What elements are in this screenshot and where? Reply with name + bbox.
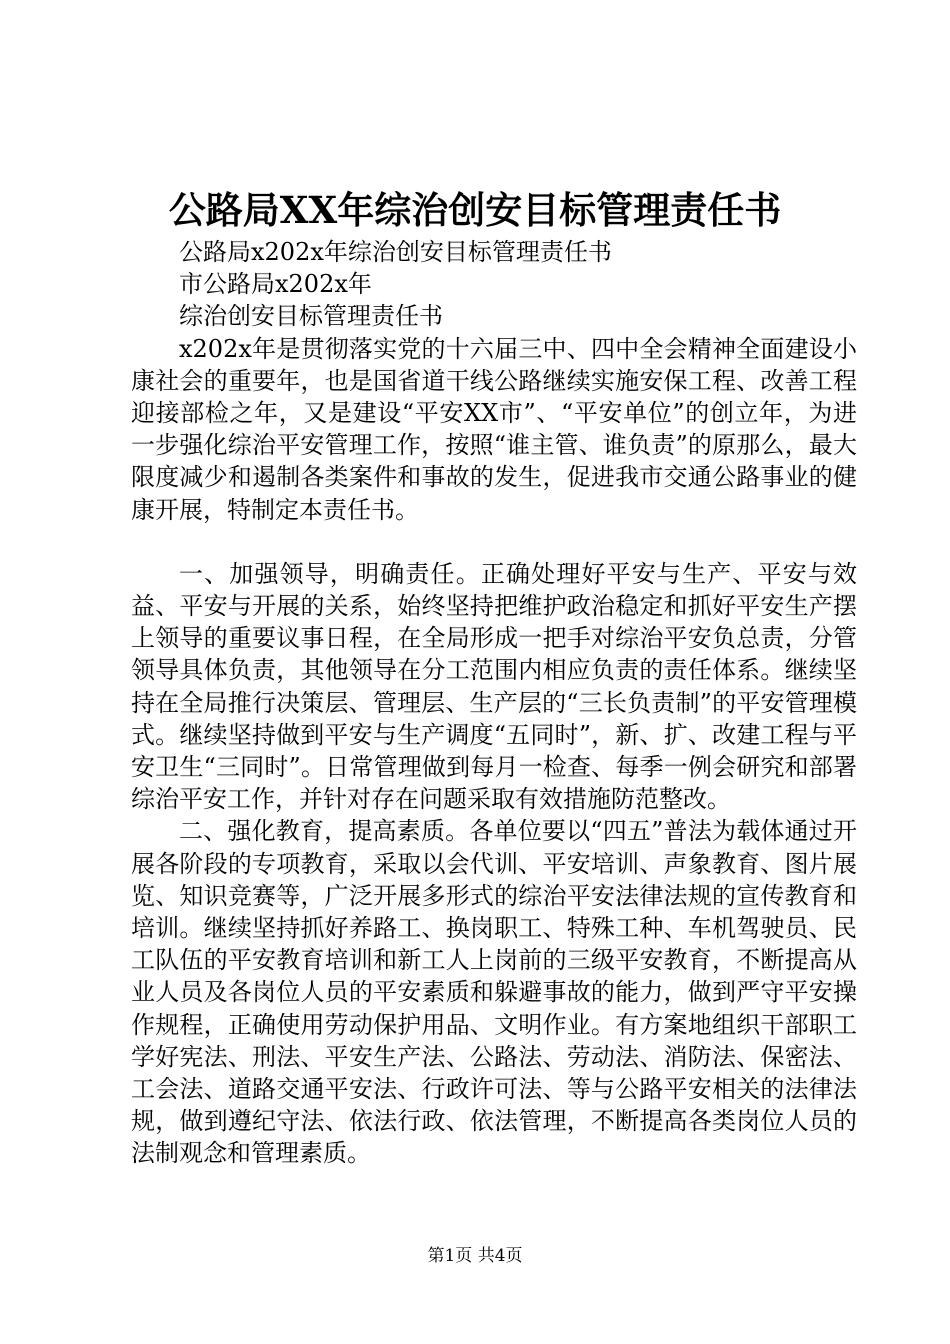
document-title: 公路局XX年综治创安目标管理责任书: [168, 188, 782, 232]
document-body: [131, 236, 857, 1170]
page-number: 第1页 共4页: [427, 1246, 523, 1266]
intro-paragraph: x202x年是贯彻落实党的十六届三中、四中全会精神全面建设小康社会的重要年，也是国省道干线公路继续实施安保工程、改善工程迎接部检之年，又是建设“平安XX市”、“平安单位”的创立年，为进一步强化综治平安管理工作，按照“谁主管、谁负责”的原那么，最大限度减少和遏制各类案件和事故的发生，促进我市交通公路事业的健康开展，特制定本责任书。: [131, 334, 857, 524]
heading-line: 综治创安目标管理责任书: [179, 302, 443, 331]
section-2-paragraph: 二、强化教育，提高素质。各单位要以“四五”普法为载体通过开展各阶段的专项教育，采取以会代训、平安培训、声象教育、图片展览、知识竞赛等，广泛开展多形式的综治平安法律法规的宣传教育和培训。继续坚持抓好养路工、换岗职工、特殊工种、车机驾驶员、民工队伍的平安教育培训和新工人上岗前的三级平安教育，不断提高从业人员及各岗位人员的平安素质和躲避事故的能力，做到严守平安操作规程，正确使用劳动保护用品、文明作业。有方案地组织干部职工学好宪法、刑法、平安生产法、公路法、劳动法、消防法、保密法、工会法、道路交通平安法、行政许可法、等与公路平安相关的法律法规，做到遵纪守法、依法行政、依法管理，不断提高各类岗位人员的法制观念和管理素质。: [131, 817, 857, 1168]
section-1-paragraph: 一、加强领导，明确责任。正确处理好平安与生产、平安与效益、平安与开展的关系，始终坚持把维护政治稳定和抓好平安生产摆上领导的重要议事日程，在全局形成一把手对综治平安负总责，分管领导具体负责，其他领导在分工范围内相应负责的责任体系。继续坚持在全局推行决策层、管理层、生产层的“三长负责制”的平安管理模式。继续坚持做到平安与生产调度“五同时”，新、扩、改建工程与平安卫生“三同时”。日常管理做到每月一检查、每季一例会研究和部署综治平安工作，并针对存在问题采取有效措施防范整改。: [131, 559, 857, 814]
issuer-line: 市公路局x202x年: [179, 270, 372, 299]
subtitle-line: 公路局x202x年综治创安目标管理责任书: [179, 238, 612, 266]
